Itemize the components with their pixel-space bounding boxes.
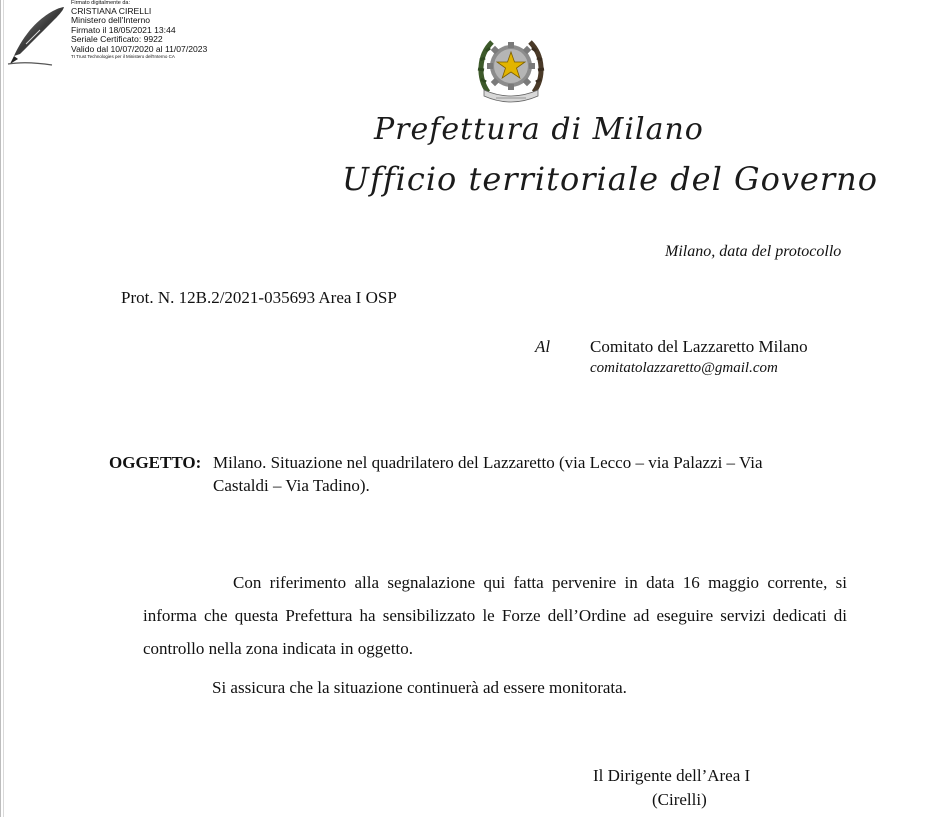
recipient-prefix: Al — [535, 337, 551, 356]
page-edge-inner — [3, 0, 4, 817]
stamp-issuer: TI Trust Technologies per il Ministero dell'Interno CA — [71, 54, 175, 60]
date-line: Milano, data del protocollo — [665, 243, 842, 260]
signatory-name: (Cirelli) — [652, 790, 707, 809]
stamp-organization: Ministero dell'Interno — [71, 15, 151, 26]
stamp-signed-date: Firmato il 18/05/2021 13:44 — [71, 24, 176, 35]
letterhead-ufficio: Ufficio territoriale del Governo — [342, 160, 879, 198]
subject-label: OGGETTO: — [109, 453, 202, 472]
subject-line-2: Castaldi – Via Tadino). — [213, 476, 370, 495]
body-paragraph-2: Si assicura che la situazione continuerà ad essere monitorata. — [212, 678, 627, 697]
stamp-validity: Valido dal 10/07/2020 al 11/07/2023 — [71, 43, 208, 54]
stamp-header: Firmato digitalmente da: — [71, 0, 130, 6]
letterhead-prefettura: Prefettura di Milano — [374, 112, 704, 147]
signatory-title: Il Dirigente dell’Area I — [593, 766, 751, 785]
subject-line-1: Milano. Situazione nel quadrilatero del Lazzaretto (via Lecco – via Palazzi – Via — [213, 453, 763, 472]
body-paragraph-1: Con riferimento alla segnalazione qui fatta pervenire in data 16 maggio corrente, si informa che questa Prefettura ha sensibilizzato le Forze dell’Ordine ad eseguire servizi dedicati di controllo nella zona indicata in oggetto. — [143, 573, 847, 658]
recipient-email: comitatolazzaretto@gmail.com — [590, 360, 778, 376]
stamp-serial: Seriale Certificato: 9922 — [71, 34, 163, 45]
digital-signature-stamp — [4, 0, 244, 66]
pen-nib-icon — [6, 4, 68, 66]
recipient-name: Comitato del Lazzaretto Milano — [590, 337, 808, 356]
protocol-number: Prot. N. 12B.2/2021-035693 Area I OSP — [121, 288, 397, 307]
italian-republic-emblem — [476, 30, 546, 106]
stamp-name: CRISTIANA CIRELLI — [71, 6, 152, 16]
